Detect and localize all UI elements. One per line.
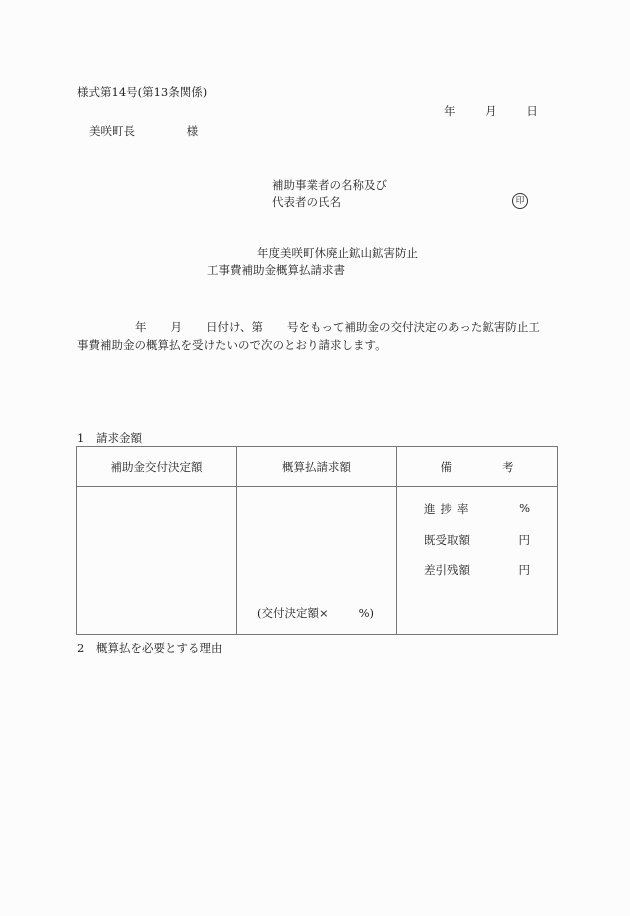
note-already-received: 既受取額 円 (424, 533, 530, 547)
addressee (89, 123, 198, 139)
document-title-line2: 工事費補助金概算払請求書 (207, 263, 345, 277)
request-amount-table (76, 446, 558, 635)
header-remarks: 備 考 (397, 447, 558, 487)
section-2-heading (77, 640, 223, 656)
cell-estimated-payment-amount[interactable] (237, 487, 397, 635)
form-number: 様式第14号(第13条関係) (77, 85, 208, 99)
request-body (77, 318, 567, 354)
note-remaining-balance: 差引残額 円 (424, 563, 530, 577)
section-1-number: 1 (77, 431, 85, 445)
header-estimated-payment-amount: 概算払請求額 (237, 447, 397, 487)
body-day-text: 日付け、第 (206, 320, 264, 334)
cell-grant-decision-amount[interactable] (77, 487, 237, 635)
document-title-line1: 年度美咲町休廃止鉱山鉱害防止 (257, 246, 418, 260)
body-month: 月 (170, 320, 182, 334)
body-year: 年 (135, 320, 147, 334)
date-line (444, 103, 538, 119)
addressee-honorific: 様 (186, 124, 199, 138)
seal-icon: 印 (512, 193, 528, 209)
body-number-text: 号をもって補助金の交付決定のあった鉱害防止工 (287, 320, 540, 334)
section-2-number: 2 (77, 641, 85, 655)
applicant-label-line2: 代表者の氏名 (272, 195, 341, 209)
header-grant-decision-amount: 補助金交付決定額 (77, 447, 237, 487)
addressee-name: 美咲町長 (89, 124, 135, 138)
date-day: 日 (526, 104, 538, 118)
date-year: 年 (444, 104, 456, 118)
note-progress-rate: 進捗率 % (424, 501, 530, 516)
applicant-label-line1: 補助事業者の名称及び (272, 178, 387, 192)
ratio-note: (交付決定額× %) (257, 606, 375, 620)
applicant-block (272, 177, 387, 211)
section-1-label: 請求金額 (96, 431, 142, 445)
section-1-heading (77, 430, 142, 446)
table-header-row (77, 447, 558, 487)
cell-remarks[interactable] (397, 487, 558, 635)
section-2-label: 概算払を必要とする理由 (96, 641, 223, 655)
body-line2: 事費補助金の概算払を受けたいので次のとおり請求します。 (77, 338, 387, 352)
table-row (77, 487, 558, 635)
date-month: 月 (485, 104, 497, 118)
